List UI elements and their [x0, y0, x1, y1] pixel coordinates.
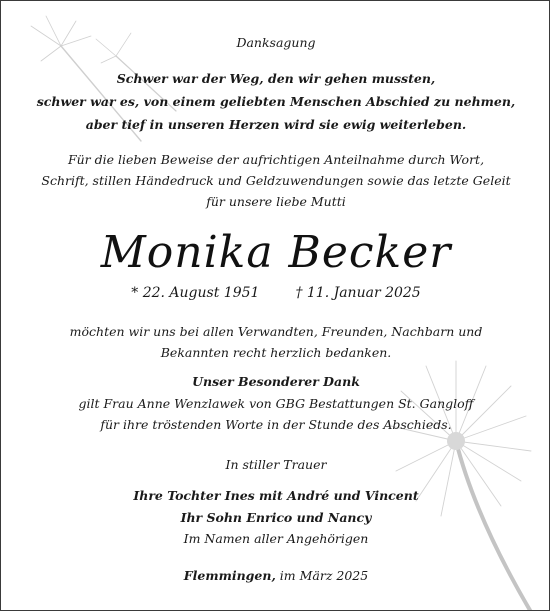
- heading: Danksagung: [236, 35, 316, 50]
- death-date: † 11. Januar 2025: [295, 285, 421, 301]
- deceased-name: Monika Becker: [100, 227, 452, 278]
- poem-line-3: aber tief in unseren Herzen wird sie ewig weiterleben.: [85, 117, 467, 132]
- special-thanks-line-1: gilt Frau Anne Wenzlawek von GBG Bestattungen St. Gangloff: [78, 396, 474, 411]
- thanks-all-line-1: möchten wir uns bei allen Verwandten, Freunden, Nachbarn und: [69, 324, 483, 339]
- place-date: [1, 568, 550, 583]
- thanks-all-line-2: Bekannten recht herzlich bedanken.: [160, 345, 392, 360]
- family-line-1: Ihre Tochter Ines mit André und Vincent: [133, 488, 419, 503]
- mourning-line: In stiller Trauer: [225, 457, 327, 472]
- family-line-2: Ihr Sohn Enrico und Nancy: [180, 510, 372, 525]
- poem-line-1: Schwer war der Weg, den wir gehen mussten,: [116, 71, 436, 86]
- birth-date: * 22. August 1951: [131, 285, 260, 301]
- date: im März 2025: [279, 568, 369, 583]
- place: Flemmingen,: [183, 568, 276, 583]
- relatives-line: Im Namen aller Angehörigen: [183, 531, 369, 546]
- thanks-intro-line-3: für unsere liebe Mutti: [206, 194, 346, 209]
- poem-line-2: schwer war es, von einem geliebten Menschen Abschied zu nehmen,: [36, 94, 516, 109]
- thanks-intro-line-2: Schrift, stillen Händedruck und Geldzuwendungen sowie das letzte Geleit: [41, 173, 511, 188]
- special-thanks-line-2: für ihre tröstenden Worte in der Stunde des Abschieds.: [100, 417, 452, 432]
- life-dates: [1, 285, 550, 301]
- thanks-intro-line-1: Für die lieben Beweise der aufrichtigen Anteilnahme durch Wort,: [67, 152, 485, 167]
- special-thanks-heading: Unser Besonderer Dank: [192, 374, 360, 389]
